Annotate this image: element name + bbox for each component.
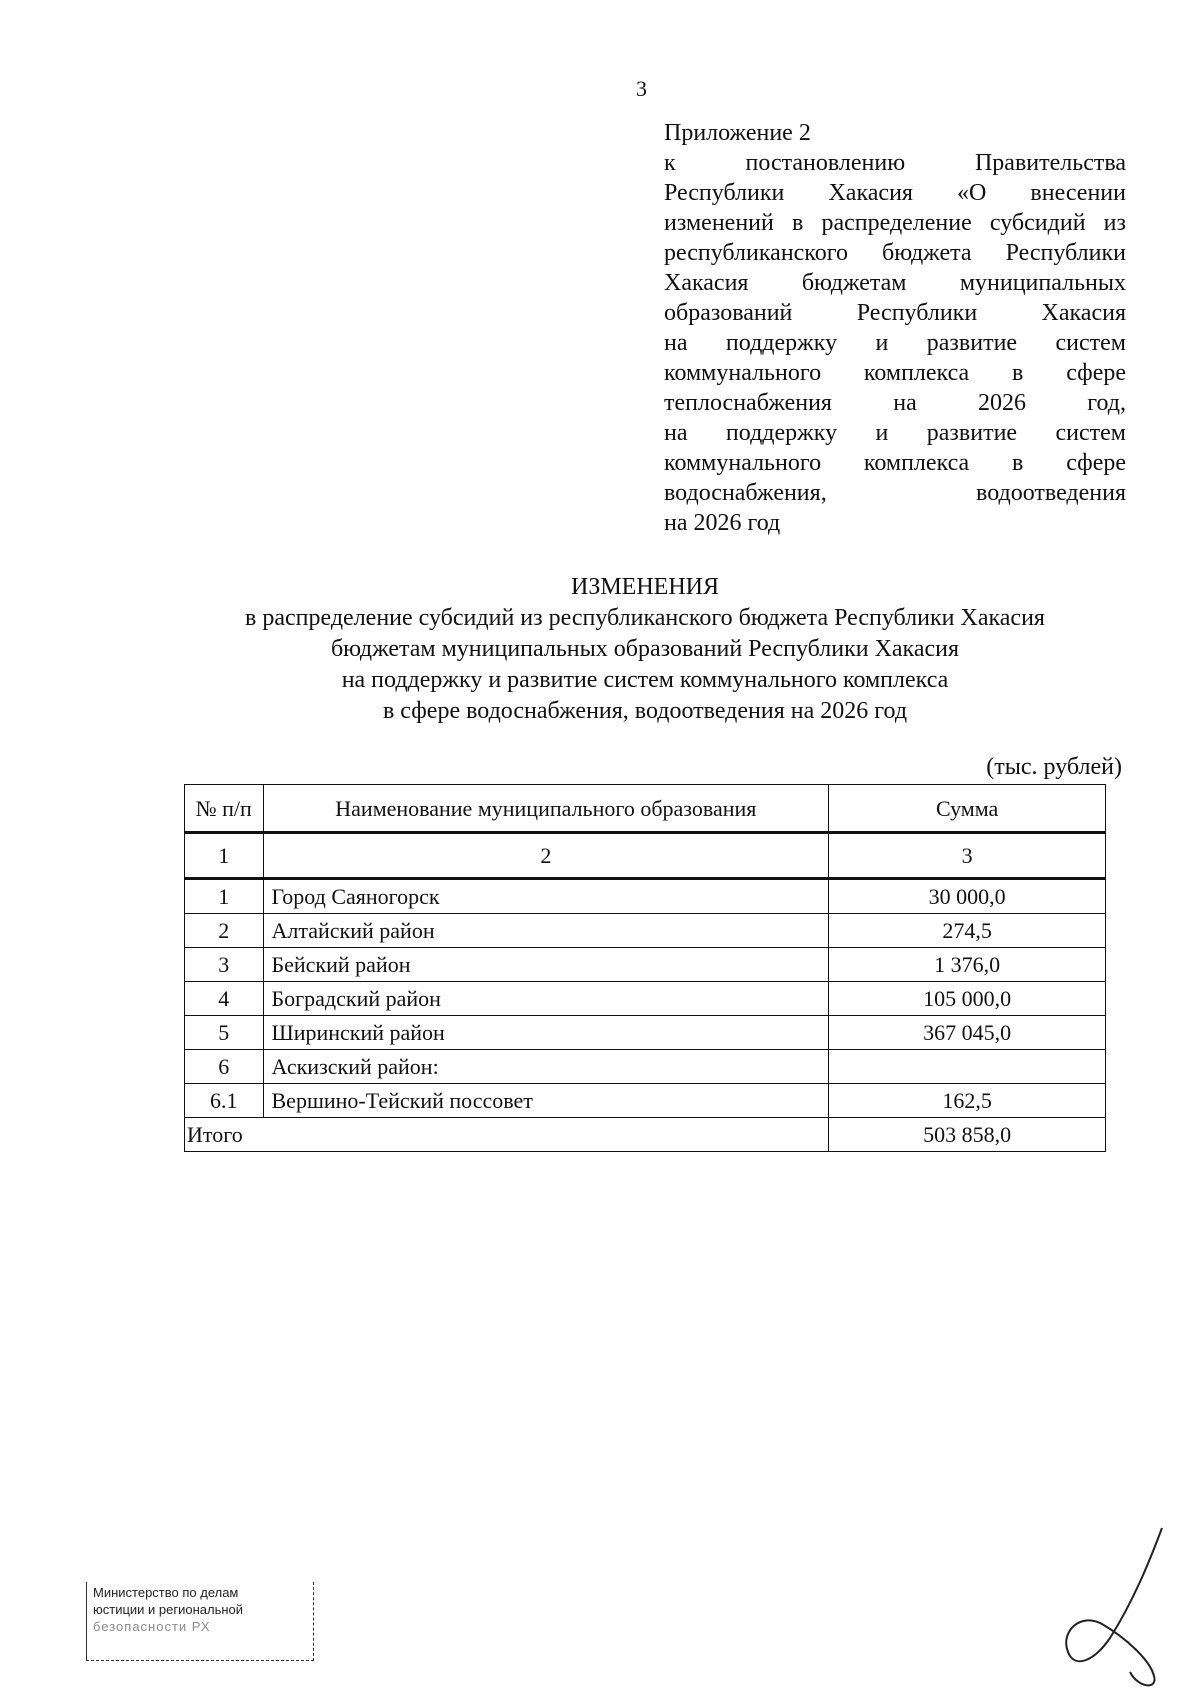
- row-name: Бейский район: [263, 948, 829, 982]
- table-row: [185, 948, 1106, 982]
- stamp-line: безопасности РХ: [93, 1619, 211, 1634]
- header-sum: Сумма: [829, 785, 1106, 833]
- row-number: 3: [185, 948, 264, 982]
- table-row: [185, 1016, 1106, 1050]
- appendix-line: коммунального комплекса в сфере: [664, 450, 1126, 476]
- row-name: Ширинский район: [263, 1016, 829, 1050]
- signature-mark: [1050, 1520, 1190, 1690]
- table-row: [185, 879, 1106, 914]
- appendix-line: Республики Хакасия «О внесении: [664, 180, 1126, 206]
- appendix-block: [664, 118, 1126, 538]
- appendix-line: водоснабжения, водоотведения: [664, 480, 1126, 506]
- stamp-line: юстиции и региональной: [93, 1602, 244, 1617]
- document-heading: [150, 572, 1140, 727]
- column-number: 3: [829, 833, 1106, 879]
- table-row: [185, 914, 1106, 948]
- appendix-line: коммунального комплекса в сфере: [664, 360, 1126, 386]
- appendix-line: образований Республики Хакасия: [664, 300, 1126, 326]
- heading-line: в распределение субсидий из республиканского бюджета Республики Хакасия: [245, 605, 1045, 631]
- table-header-row: [185, 785, 1106, 833]
- row-number: 5: [185, 1016, 264, 1050]
- table-total-row: [185, 1118, 1106, 1152]
- row-number: 6: [185, 1050, 264, 1084]
- row-sum: 1 376,0: [829, 948, 1106, 982]
- row-number: 2: [185, 914, 264, 948]
- total-label: Итого: [185, 1118, 829, 1152]
- appendix-line: теплоснабжения на 2026 год,: [664, 390, 1126, 416]
- row-sum: 30 000,0: [829, 879, 1106, 914]
- heading-title: ИЗМЕНЕНИЯ: [570, 574, 720, 600]
- appendix-title: Приложение 2: [664, 120, 811, 146]
- appendix-line: республиканского бюджета Республики: [664, 240, 1126, 266]
- header-number: № п/п: [185, 785, 264, 833]
- row-sum: 367 045,0: [829, 1016, 1106, 1050]
- row-sum: 105 000,0: [829, 982, 1106, 1016]
- unit-label: (тыс. рублей): [986, 754, 1122, 780]
- subsidies-table: [184, 784, 1106, 1152]
- row-number: 6.1: [185, 1084, 264, 1118]
- appendix-line: к постановлению Правительства: [664, 150, 1126, 176]
- page-number: 3: [636, 76, 647, 101]
- appendix-line: на поддержку и развитие систем: [664, 330, 1126, 356]
- row-number: 1: [185, 879, 264, 914]
- table-row: [185, 1050, 1106, 1084]
- appendix-line: изменений в распределение субсидий из: [664, 210, 1126, 236]
- row-sum: 162,5: [829, 1084, 1106, 1118]
- row-sum: 274,5: [829, 914, 1106, 948]
- column-number: 1: [185, 833, 264, 879]
- stamp-line: Министерство по делам: [93, 1585, 239, 1600]
- row-name: Аскизский район:: [263, 1050, 829, 1084]
- row-number: 4: [185, 982, 264, 1016]
- row-name: Боградский район: [263, 982, 829, 1016]
- total-sum: 503 858,0: [829, 1118, 1106, 1152]
- row-name: Город Саяногорск: [263, 879, 829, 914]
- heading-line: бюджетам муниципальных образований Республики Хакасия: [330, 636, 960, 662]
- row-name: Вершино-Тейский поссовет: [263, 1084, 829, 1118]
- table-row: [185, 982, 1106, 1016]
- column-number: 2: [263, 833, 829, 879]
- appendix-line: Хакасия бюджетам муниципальных: [664, 270, 1126, 296]
- ministry-stamp: [86, 1582, 314, 1661]
- row-sum: [829, 1050, 1106, 1084]
- column-number-row: [185, 833, 1106, 879]
- header-name: Наименование муниципального образования: [263, 785, 829, 833]
- table-row: [185, 1084, 1106, 1118]
- heading-line: в сфере водоснабжения, водоотведения на 2026 год: [382, 698, 908, 724]
- appendix-line: на 2026 год: [664, 510, 781, 536]
- appendix-line: на поддержку и развитие систем: [664, 420, 1126, 446]
- heading-line: на поддержку и развитие систем коммунального комплекса: [341, 667, 949, 693]
- row-name: Алтайский район: [263, 914, 829, 948]
